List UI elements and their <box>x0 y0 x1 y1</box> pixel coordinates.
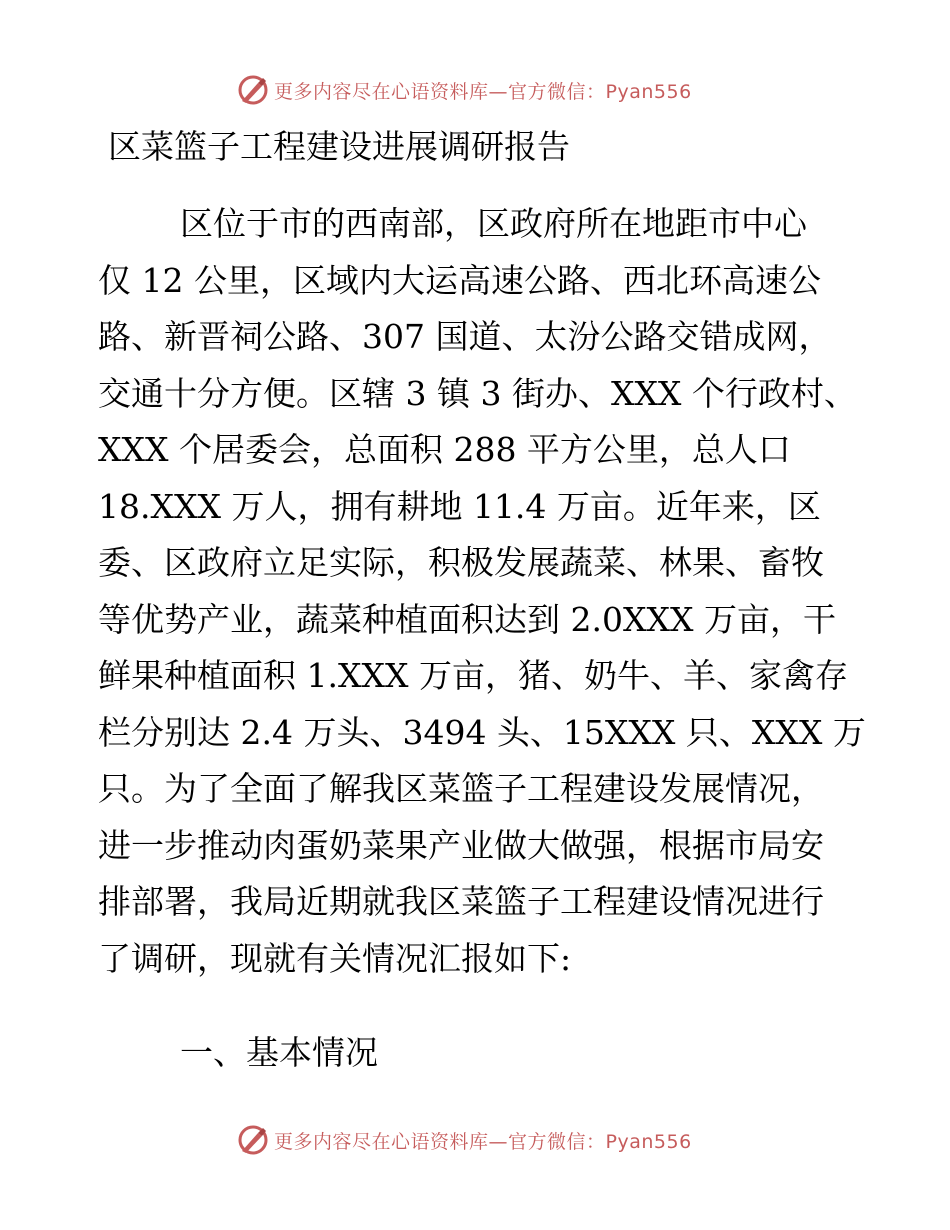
paragraph-line: 栏分别达 2.4 万头、3494 头、15XXX 只、XXX 万 <box>98 712 866 752</box>
paragraph-line: 排部署，我局近期就我区菜篮子工程建设情况进行 <box>98 882 824 921</box>
pen-circle-logo-icon <box>236 1123 270 1157</box>
paragraph-line: 交通十分方便。区辖 3 镇 3 街办、XXX 个行政村、 <box>98 373 857 413</box>
paragraph-line: 18.XXX 万人，拥有耕地 11.4 万亩。近年来，区 <box>98 486 821 526</box>
paragraph-line: 只。为了全面了解我区菜篮子工程建设发展情况， <box>98 769 824 808</box>
section-heading: 一、基本情况 <box>180 1033 378 1072</box>
watermark-text: 更多内容尽在心语资料库—官方微信：Pyan556 <box>274 80 692 103</box>
paragraph-line: 仅 12 公里，区域内大运高速公路、西北环高速公 <box>98 260 821 300</box>
paragraph-line: 进一步推动肉蛋奶菜果产业做大做强，根据市局安 <box>98 825 824 865</box>
watermark-header <box>236 73 756 107</box>
paragraph-line: 委、区政府立足实际，积极发展蔬菜、林果、畜牧 <box>98 543 824 582</box>
paragraph-line: 区位于市的西南部，区政府所在地距市中心 <box>180 204 807 243</box>
watermark-footer <box>236 1123 756 1157</box>
paragraph-line: 路、新晋祠公路、307 国道、太汾公路交错成网， <box>98 317 832 356</box>
paragraph-line: XXX 个居委会，总面积 288 平方公里，总人口 <box>98 430 791 469</box>
watermark-text: 更多内容尽在心语资料库—官方微信：Pyan556 <box>274 1130 692 1153</box>
paragraph-line: 等优势产业，蔬菜种植面积达到 2.0XXX 万亩，干 <box>98 599 836 639</box>
body-paragraph <box>98 196 866 987</box>
document-title: 区菜篮子工程建设进展调研报告 <box>108 127 570 166</box>
paragraph-line: 鲜果种植面积 1.XXX 万亩，猪、奶牛、羊、家禽存 <box>98 656 848 695</box>
paragraph-line: 了调研，现就有关情况汇报如下: <box>98 938 572 978</box>
pen-circle-logo-icon <box>236 73 270 107</box>
